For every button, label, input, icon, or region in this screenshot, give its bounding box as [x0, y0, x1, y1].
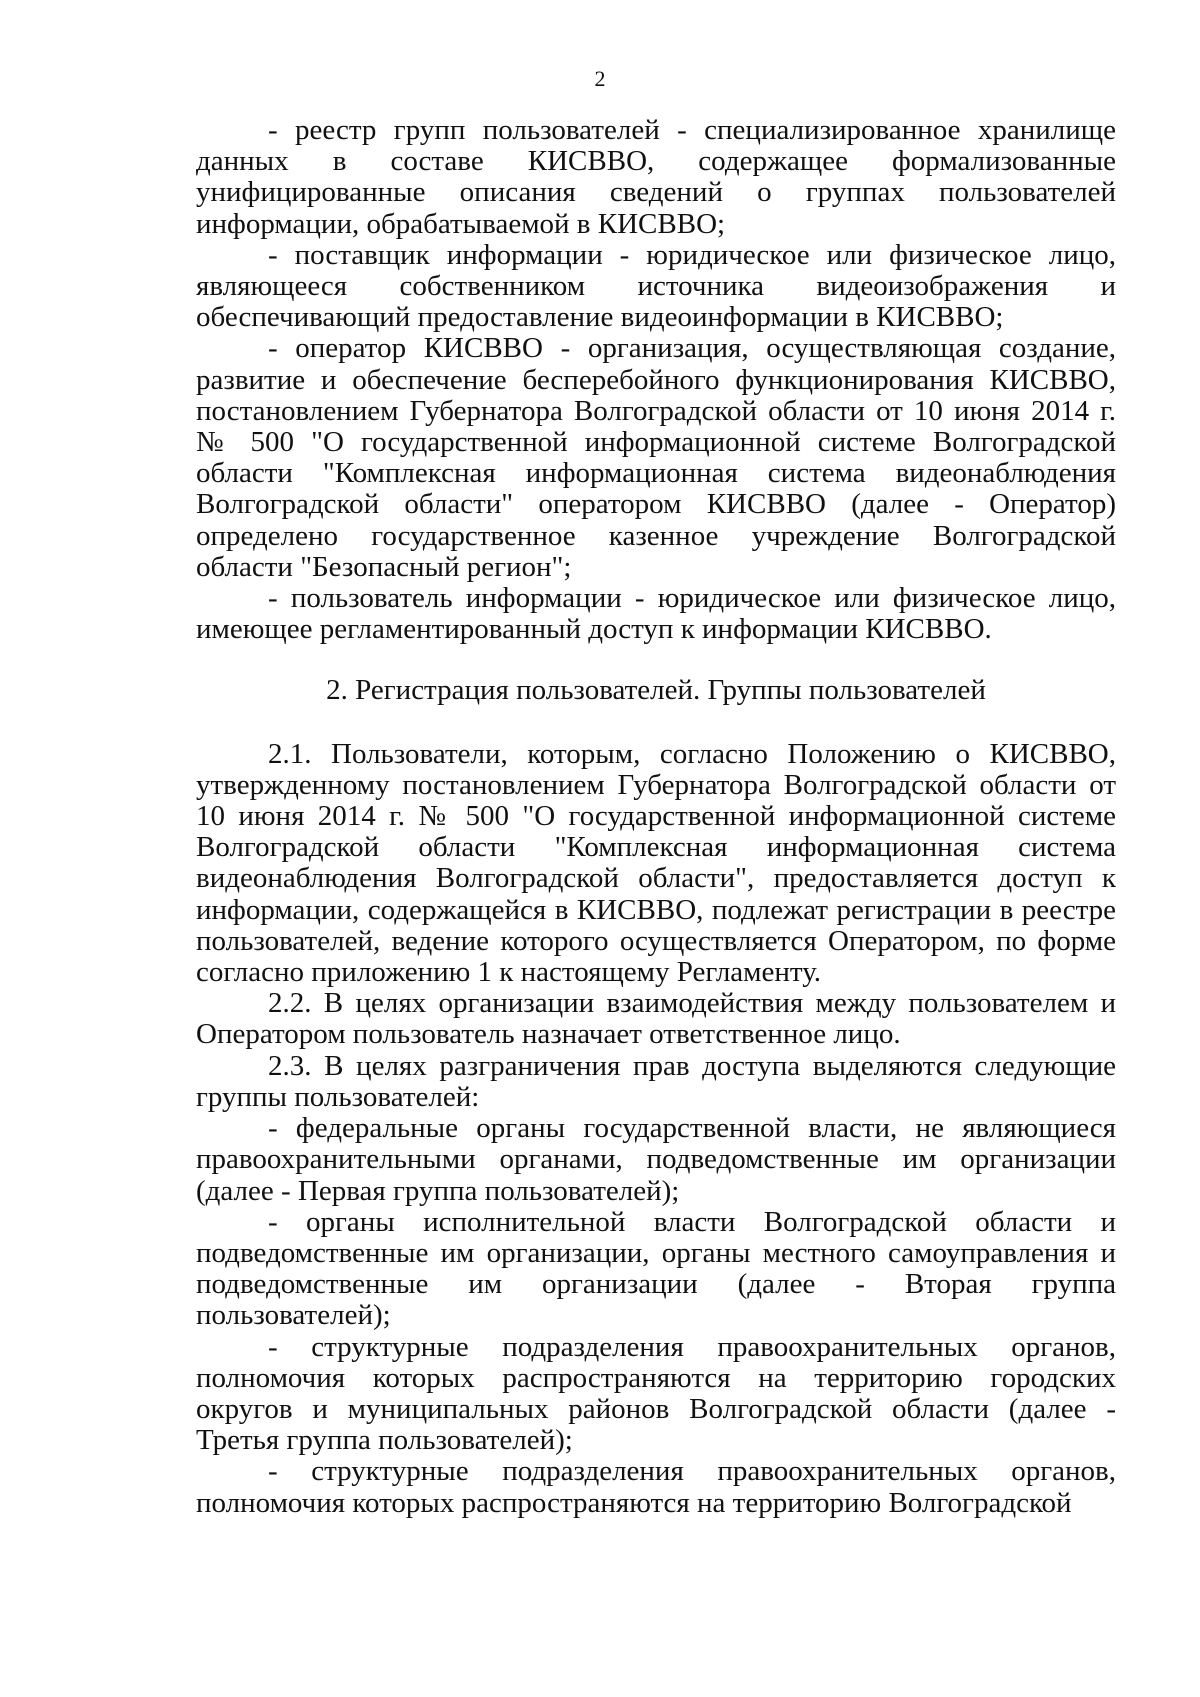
- list-item: - федеральные органы государственной власти, не являющиеся правоохранительными органами, подведомственные им организации (далее - Первая группа пользователей);: [196, 1112, 1116, 1207]
- section-paragraph: 2.3. В целях разграничения прав доступа выделяются следующие группы пользователей:: [196, 1049, 1116, 1113]
- definition-paragraph: - оператор КИСВВО - организация, осуществляющая создание, развитие и обеспечение бесперебойного функционирования КИСВВО, постановлением Губернатора Волгоградской области от 10 июня 2014 г. № 500 "О государственной информационной системе Волгоградской области "Комплексная информационная система видеонаблюдения Волгоградской области" оператором КИСВВО (далее - Оператор) определено государственное казенное учреждение Волгоградской области "Безопасный регион";: [196, 332, 1116, 583]
- section-paragraph: 2.2. В целях организации взаимодействия между пользователем и Оператором пользователь назначает ответственное лицо.: [196, 987, 1116, 1051]
- list-item: - структурные подразделения правоохранительных органов, полномочия которых распространяются на территорию Волгоградской: [196, 1455, 1116, 1519]
- page-number: 2: [594, 66, 606, 91]
- section-paragraph: 2.1. Пользователи, которым, согласно Положению о КИСВВО, утвержденному постановлением Губернатора Волгоградской области от 10 июня 2014 г. № 500 "О государственной информационной системе Волгоградской области "Комплексная информационная система видеонаблюдения Волгоградской области", предоставляется доступ к информации, содержащейся в КИСВВО, подлежат регистрации в реестре пользователей, ведение которого осуществляется Оператором, по форме согласно приложению 1 к настоящему Регламенту.: [196, 737, 1116, 989]
- list-item: - структурные подразделения правоохранительных органов, полномочия которых распространяются на территорию городских округов и муниципальных районов Волгоградской области (далее - Третья группа пользователей);: [196, 1330, 1116, 1457]
- definition-paragraph: - пользователь информации - юридическое или физическое лицо, имеющее регламентированный доступ к информации КИСВВО.: [196, 582, 1116, 646]
- section-heading: 2. Регистрация пользователей. Группы пользователей: [326, 674, 986, 707]
- document-body: [196, 115, 1116, 1519]
- definition-paragraph: - поставщик информации - юридическое или физическое лицо, являющееся собственником источника видеоизображения и обеспечивающий предоставление видеоинформации в КИСВВО;: [196, 238, 1116, 334]
- list-item: - органы исполнительной власти Волгоградской области и подведомственные им организации, органы местного самоуправления и подведомственные им организации (далее - Вторая группа пользователей);: [196, 1205, 1116, 1332]
- definition-paragraph: - реестр групп пользователей - специализированное хранилище данных в составе КИСВВО, содержащее формализованные унифицированные описания сведений о группах пользователей информации, обрабатываемой в КИСВВО;: [196, 114, 1116, 240]
